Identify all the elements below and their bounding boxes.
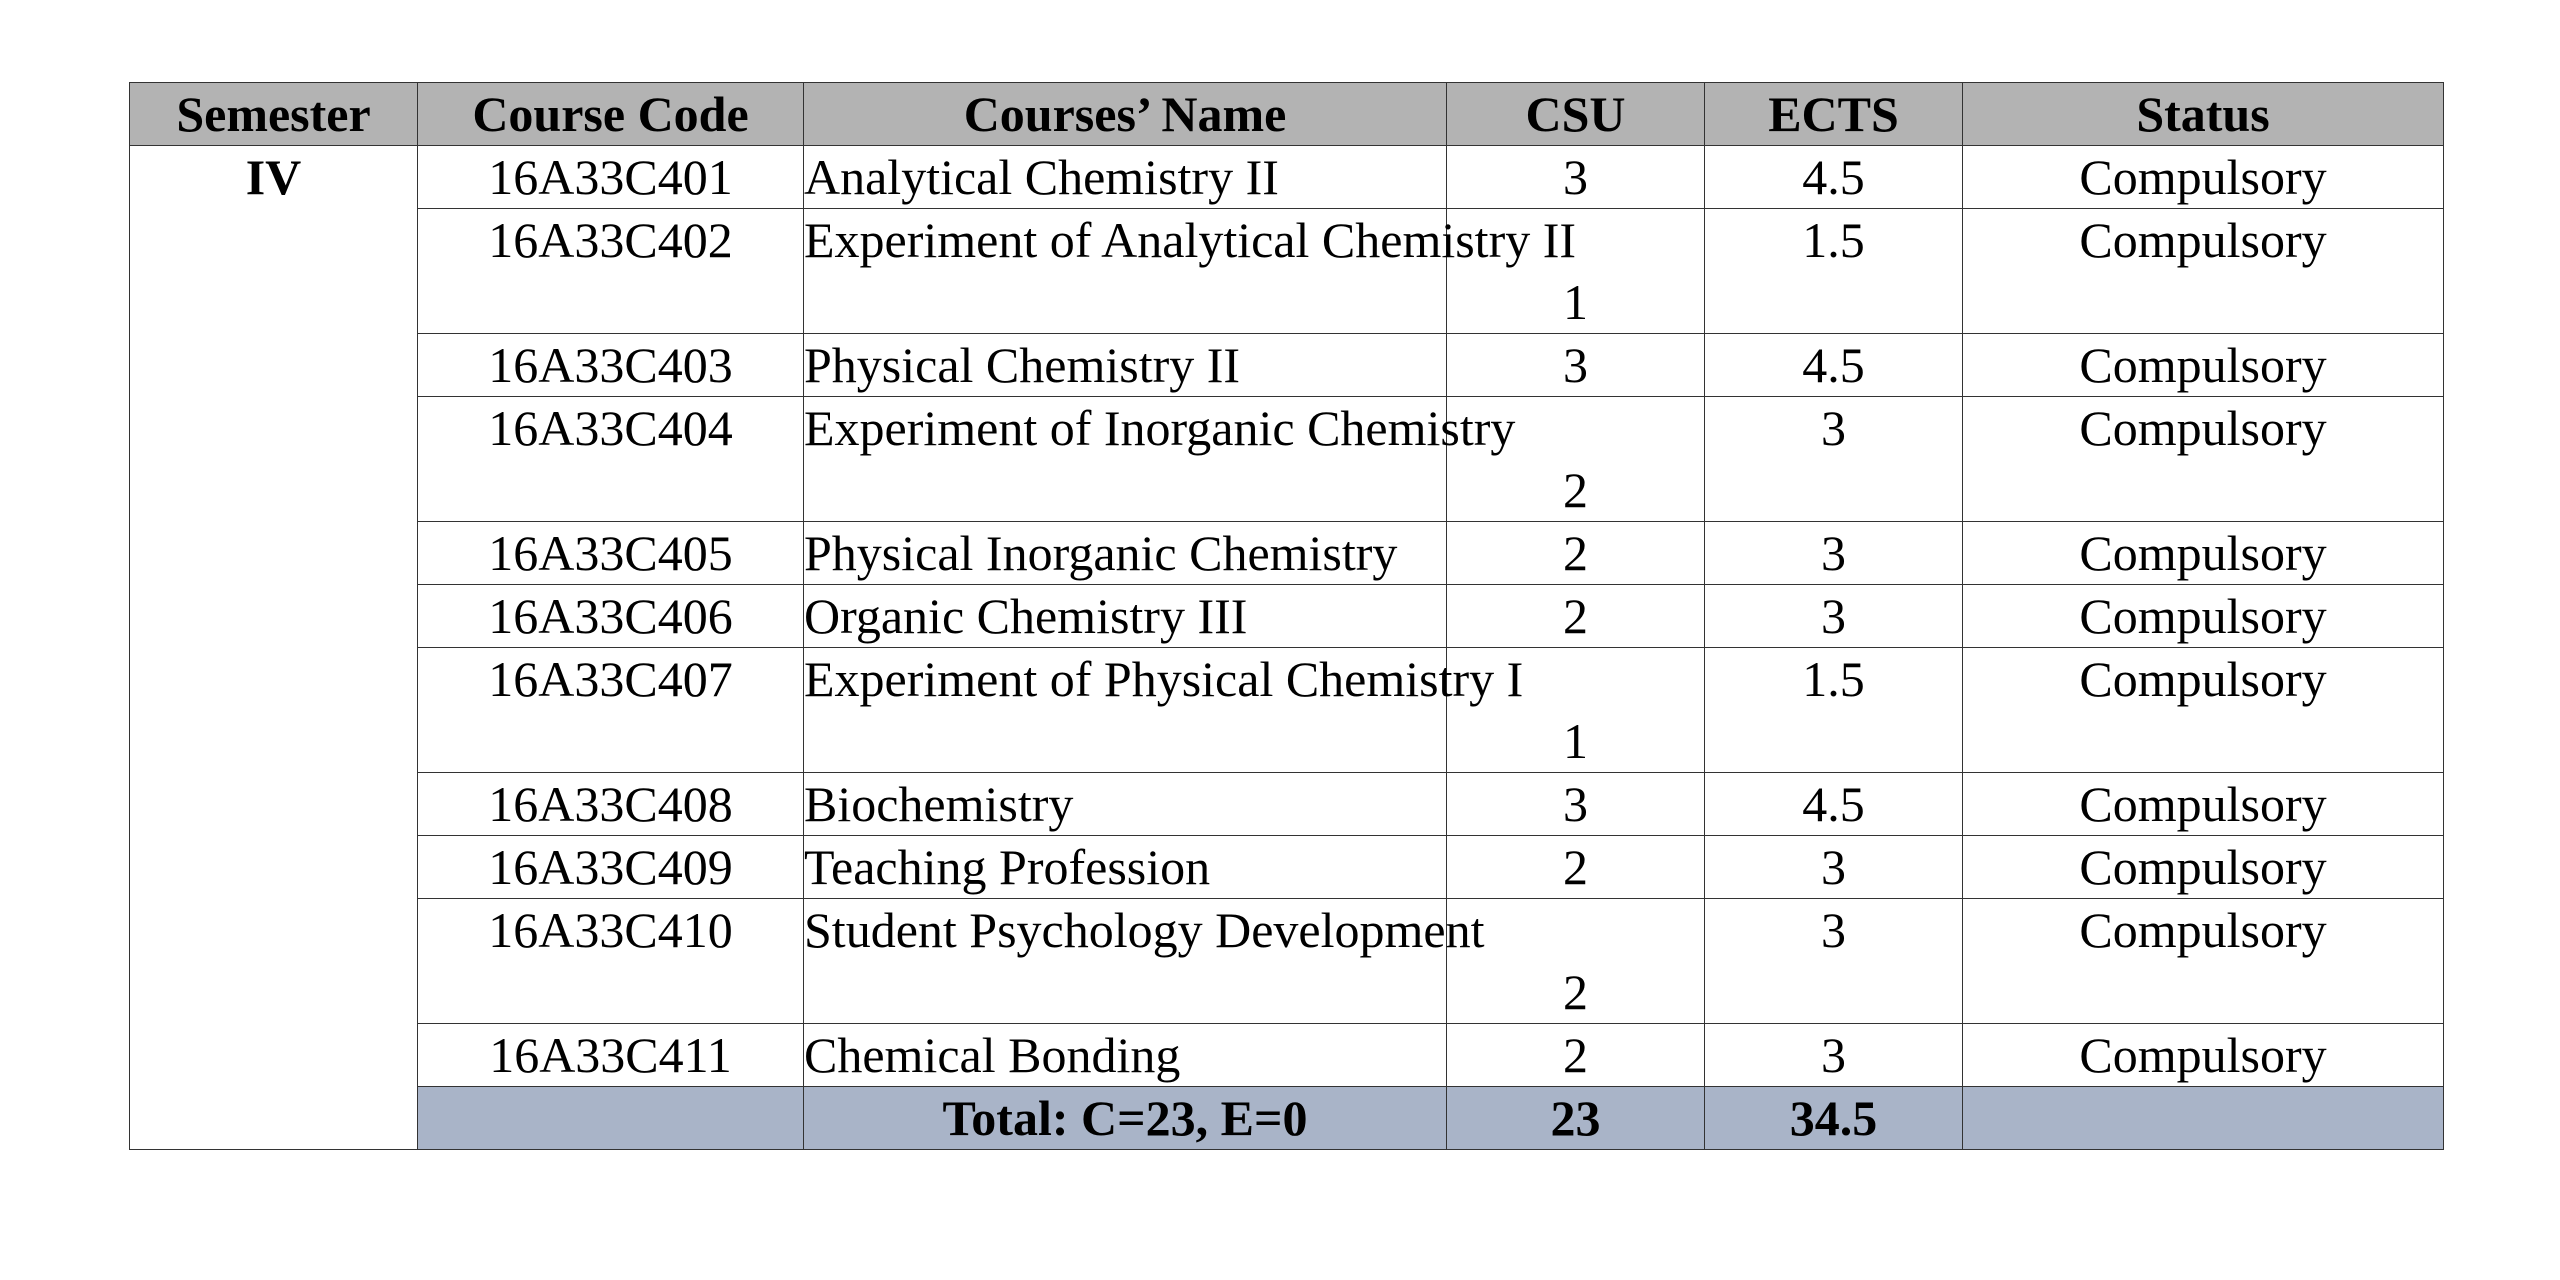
- course-name-cell: Teaching Profession: [804, 836, 1447, 899]
- course-code-cell: 16A33C407: [418, 648, 804, 773]
- status-cell: Compulsory: [1963, 1024, 2444, 1087]
- ects-cell: 3: [1705, 397, 1963, 522]
- course-code-cell: 16A33C408: [418, 773, 804, 836]
- csu-cell: 3: [1447, 773, 1705, 836]
- header-semester: Semester: [130, 83, 418, 146]
- total-ects: 34.5: [1705, 1087, 1963, 1150]
- table-row: [130, 585, 2444, 648]
- status-cell: Compulsory: [1963, 773, 2444, 836]
- status-cell: Compulsory: [1963, 334, 2444, 397]
- csu-cell: 2: [1447, 397, 1705, 522]
- status-cell: Compulsory: [1963, 585, 2444, 648]
- csu-cell: 1: [1447, 209, 1705, 334]
- status-cell: Compulsory: [1963, 146, 2444, 209]
- course-name-cell: Analytical Chemistry II: [804, 146, 1447, 209]
- status-cell: Compulsory: [1963, 522, 2444, 585]
- ects-cell: 3: [1705, 899, 1963, 1024]
- ects-cell: 1.5: [1705, 648, 1963, 773]
- course-name-cell: Physical Inorganic Chemistry: [804, 522, 1447, 585]
- csu-cell: 1: [1447, 648, 1705, 773]
- course-code-cell: 16A33C411: [418, 1024, 804, 1087]
- table-row: [130, 397, 2444, 522]
- header-status: Status: [1963, 83, 2444, 146]
- header-course-code: Course Code: [418, 83, 804, 146]
- semester-cell: IV: [130, 146, 418, 1150]
- course-name-cell: Student Psychology Development: [804, 899, 1447, 1024]
- table-row: [130, 146, 2444, 209]
- table-row: [130, 1024, 2444, 1087]
- table-row: [130, 522, 2444, 585]
- table-row: [130, 836, 2444, 899]
- total-empty-status-cell: [1963, 1087, 2444, 1150]
- csu-cell: 2: [1447, 899, 1705, 1024]
- course-code-cell: 16A33C409: [418, 836, 804, 899]
- total-label: Total: C=23, E=0: [804, 1087, 1447, 1150]
- ects-cell: 3: [1705, 1024, 1963, 1087]
- course-code-cell: 16A33C410: [418, 899, 804, 1024]
- header-ects: ECTS: [1705, 83, 1963, 146]
- table-row: [130, 209, 2444, 334]
- total-empty-code-cell: [418, 1087, 804, 1150]
- course-name-cell: Physical Chemistry II: [804, 334, 1447, 397]
- course-code-cell: 16A33C403: [418, 334, 804, 397]
- course-name-cell: Experiment of Analytical Chemistry II: [804, 209, 1447, 334]
- ects-cell: 1.5: [1705, 209, 1963, 334]
- ects-cell: 3: [1705, 585, 1963, 648]
- csu-cell: 2: [1447, 522, 1705, 585]
- status-cell: Compulsory: [1963, 209, 2444, 334]
- course-code-cell: 16A33C405: [418, 522, 804, 585]
- csu-cell: 3: [1447, 146, 1705, 209]
- course-name-cell: Chemical Bonding: [804, 1024, 1447, 1087]
- course-name-cell: Biochemistry: [804, 773, 1447, 836]
- course-code-cell: 16A33C404: [418, 397, 804, 522]
- status-cell: Compulsory: [1963, 836, 2444, 899]
- course-code-cell: 16A33C402: [418, 209, 804, 334]
- csu-cell: 2: [1447, 836, 1705, 899]
- course-table: [129, 82, 2444, 1150]
- course-code-cell: 16A33C406: [418, 585, 804, 648]
- header-course-name: Courses’ Name: [804, 83, 1447, 146]
- ects-cell: 3: [1705, 836, 1963, 899]
- ects-cell: 3: [1705, 522, 1963, 585]
- table-row: [130, 648, 2444, 773]
- csu-cell: 2: [1447, 1024, 1705, 1087]
- ects-cell: 4.5: [1705, 334, 1963, 397]
- status-cell: Compulsory: [1963, 397, 2444, 522]
- course-code-cell: 16A33C401: [418, 146, 804, 209]
- csu-cell: 2: [1447, 585, 1705, 648]
- table-row: [130, 899, 2444, 1024]
- status-cell: Compulsory: [1963, 648, 2444, 773]
- status-cell: Compulsory: [1963, 899, 2444, 1024]
- csu-cell: 3: [1447, 334, 1705, 397]
- course-name-cell: Experiment of Physical Chemistry I: [804, 648, 1447, 773]
- total-csu: 23: [1447, 1087, 1705, 1150]
- course-name-cell: Organic Chemistry III: [804, 585, 1447, 648]
- ects-cell: 4.5: [1705, 773, 1963, 836]
- header-csu: CSU: [1447, 83, 1705, 146]
- ects-cell: 4.5: [1705, 146, 1963, 209]
- course-name-cell: Experiment of Inorganic Chemistry: [804, 397, 1447, 522]
- total-row: [130, 1087, 2444, 1150]
- table-header-row: [130, 83, 2444, 146]
- table-row: [130, 334, 2444, 397]
- table-row: [130, 773, 2444, 836]
